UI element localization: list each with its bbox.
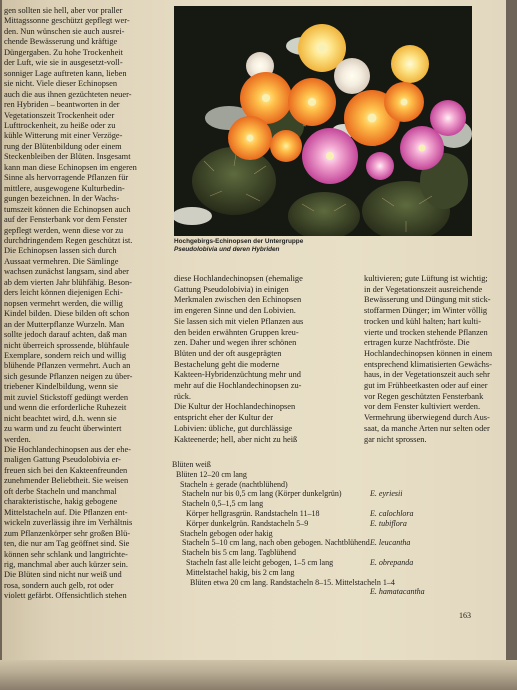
page-number: 163	[459, 611, 471, 620]
text-line: wachsen zunächst langsam, sind aber	[4, 267, 129, 277]
key-species: E. calochlora	[370, 508, 414, 518]
text-line: den. Nun wünschen sie auch ausrei-	[4, 26, 125, 36]
key-text: Stacheln ± gerade (nachtblühend)	[180, 479, 288, 489]
text-line: gungen bezeichnen. In der Wachs-	[4, 194, 120, 204]
text-line: auf der Fensterbank vor dem Fenster	[4, 215, 128, 225]
text-line: Kakteen-Hybridenzüchtung mehr und	[174, 370, 301, 380]
text-line: Exemplare, sondern reich und willig	[4, 350, 127, 360]
caption-line: Pseudolobivia und deren Hybriden	[174, 246, 280, 253]
key-text: Körper dunkelgrün. Randstacheln 5–9	[186, 518, 309, 528]
key-entry	[172, 480, 492, 490]
key-text: Mittelstachel hakig, bis 2 cm lang	[186, 567, 295, 577]
text-line: rosa, sondern auch gelb, rot oder	[4, 580, 114, 590]
text-line: zu warm und zu feucht überwintert	[4, 424, 122, 434]
text-line: freuen sich bei den Kakteenfreunden	[4, 465, 128, 475]
text-line: haus, in der Vegetationszeit auch sehr	[364, 370, 490, 380]
key-entry	[172, 519, 492, 529]
text-line: und wenn die erforderliche Ruhezeit	[4, 403, 127, 413]
key-text: Stacheln fast alle leicht gebogen, 1–5 cm lang	[186, 557, 334, 567]
text-line: ten, die nur am Tag geöffnet sind. Sie	[4, 539, 130, 549]
text-line: entsprechend klimatisierten Gewächs-	[364, 359, 492, 369]
text-line: rung der Blütenbildung oder einem	[4, 141, 122, 151]
key-text: Blüten 12–20 cm lang	[176, 469, 247, 479]
text-line: Mittagssonne geschützt gepflegt wer-	[4, 16, 130, 26]
text-line: chende Bewässerung und kräftige	[4, 37, 118, 47]
key-entry	[172, 529, 492, 539]
text-line: nicht überreich sprossende, blühfaule	[4, 340, 130, 350]
book-page	[2, 0, 506, 690]
text-line: entspricht eher der Kultur der	[174, 413, 274, 423]
text-line: nopsen vermehrt werden, die willig	[4, 298, 123, 308]
text-line: im engeren Sinne und den Lobivien.	[174, 306, 296, 316]
text-line: stoffarmen Dünger; im Winter völlig	[364, 306, 488, 316]
text-line: sonniger Lage auftreten kann, lieben	[4, 68, 127, 78]
key-species: E. hamatacantha	[370, 587, 425, 597]
text-line: mittlere, ausgewogene Kulturbedin-	[4, 183, 125, 193]
key-entry	[172, 489, 492, 499]
key-entry	[172, 509, 492, 519]
text-line: triebener Kindelbildung, wenn sie	[4, 382, 118, 392]
middle-text-column	[174, 274, 364, 445]
text-line: an der Mutterpflanze Wurzeln. Man	[4, 319, 125, 329]
text-line: Mittelstacheln auf. Die Pflanzen ent-	[4, 507, 128, 517]
text-line: Düngergaben. Zu hohe Trockenheit	[4, 47, 123, 57]
text-line: den beiden erwähnten Gruppen kreu-	[174, 327, 299, 337]
text-line: Merkmalen zwischen den Echinopsen	[174, 295, 302, 305]
text-line: Bestachelung geht die moderne	[174, 359, 280, 369]
text-line: charakteristische, hakig gebogene	[4, 497, 118, 507]
cactus-flowers-photo	[174, 6, 472, 236]
text-line: Blüten und der oft ausgeprägten	[174, 348, 282, 358]
text-line: Sie lassen sich mit vielen Pflanzen aus	[174, 316, 304, 326]
text-line: nicht beachtet wird, d.h. wenn sie	[4, 413, 117, 423]
text-line: Sinne als hervorragende Pflanzen für	[4, 173, 129, 183]
text-line: Hochlandechinopsen können in einem	[364, 348, 493, 358]
cactus-flowers-illustration	[174, 6, 472, 236]
key-species: E. leucantha	[370, 538, 411, 548]
text-line: ren Hybriden – beantworten in der	[4, 100, 120, 110]
text-line: zum Pflanzenkörper sehr großen Blü-	[4, 528, 131, 538]
text-line: oft derbe Stacheln und manchmal	[4, 486, 117, 496]
text-line: kultivieren; gute Lüftung ist wichtig;	[364, 274, 488, 283]
text-line: zunehmender Beliebtheit. Sie weisen	[4, 476, 129, 486]
text-line: vierte und trocken stehende Pflanzen	[364, 327, 488, 337]
text-line: Die Kultur der Hochlandechinopsen	[174, 402, 296, 412]
text-line: werden.	[4, 434, 31, 444]
text-line: violett gefärbt. Offensichtlich stehen	[4, 591, 127, 601]
key-entry	[172, 499, 492, 509]
text-line: Die Blüten sind nicht nur weiß und	[4, 570, 122, 580]
key-entry	[172, 587, 492, 597]
key-entry	[172, 558, 492, 568]
right-text-column	[364, 274, 499, 445]
key-entry	[172, 470, 492, 480]
key-species: E. obrepanda	[370, 557, 414, 567]
text-line: kühle Witterung mit einer Verzöge-	[4, 131, 123, 141]
text-line: rück.	[174, 391, 191, 401]
text-line: mehr auf die Hochlandechinopsen zu-	[174, 381, 302, 391]
text-line: rig, manchmal aber auch kürzer sein.	[4, 560, 128, 570]
text-line: auch die aus ihnen gezüchteten neuer-	[4, 89, 132, 99]
key-text: Stacheln gebogen oder hakig	[180, 528, 273, 538]
text-line: können sehr schlank und langtrichte-	[4, 549, 128, 559]
text-line: gen sollten sie hell, aber vor praller	[4, 6, 123, 15]
text-line: wickeln zuverlässig ihre im Verhältnis	[4, 518, 133, 528]
text-line: trocken und kühl halten; hart kulti-	[364, 316, 481, 326]
text-line: Kakteenerde; hell, aber nicht zu heiß	[174, 434, 298, 444]
text-line: maligen Gattung Pseudolobivia er-	[4, 455, 121, 465]
text-line: ertragen kurze Nachtfröste. Die	[364, 338, 470, 348]
key-text: Körper hellgrasgrün. Randstacheln 11–18	[186, 508, 320, 518]
text-line: sich gesunde Pflanzen neigen zu über-	[4, 371, 133, 381]
text-line: vor dem Fenster kultiviert werden.	[364, 402, 481, 412]
text-line: Vegetationszeit Trockenheit oder	[4, 110, 115, 120]
key-entry	[172, 538, 492, 548]
key-entry	[172, 568, 492, 578]
left-text-column	[4, 6, 164, 602]
key-text: Blüten weiß	[172, 460, 211, 469]
text-line: sie nicht. Viele dieser Echinopsen	[4, 79, 118, 89]
text-line: kann man diese Echinopsen im engeren	[4, 162, 137, 172]
text-line: ab dem vierten Jahr blühfähig. Beson-	[4, 277, 132, 287]
text-line: in der Vegetationszeit ausreichende	[364, 284, 483, 294]
text-line: Bewässerung und Düngung mit stick-	[364, 295, 491, 305]
text-line: mit zuviel Stickstoff gedüngt werden	[4, 392, 129, 402]
key-text: Stacheln 0,5–1,5 cm lang	[182, 499, 264, 509]
key-entry	[172, 578, 492, 588]
text-line: Aussaat vermehren. Die Sämlinge	[4, 256, 119, 266]
text-line: Lobivien: übliche, gut durchlässige	[174, 423, 293, 433]
key-entry	[172, 548, 492, 558]
text-line: Kindel bilden. Diese bilden oft schon	[4, 309, 130, 319]
text-line: gar nicht sprossen.	[364, 434, 427, 444]
text-line: durchdringendem Regen geschützt ist.	[4, 235, 133, 245]
text-line: Die Echinopsen lassen sich durch	[4, 246, 117, 256]
caption-line: Hochgebirgs-Echinopsen der Untergruppe	[174, 238, 304, 245]
text-line: der Luft, wie sie in ausgesetzt-voll-	[4, 58, 123, 68]
key-text: Stacheln bis 5 cm lang. Tagblühend	[182, 548, 296, 558]
text-line: Vermehrung überwiegend durch Aus-	[364, 413, 490, 423]
key-text: Blüten etwa 20 cm lang. Randstacheln 8–15. Mittelstacheln 1–4	[190, 577, 395, 587]
text-line: tumszeit können die Echinopsen auch	[4, 204, 131, 214]
text-line: Gattung Pseudolobivia) in einigen	[174, 284, 289, 294]
key-species: E. tubiflora	[370, 518, 407, 528]
text-line: gepflegt werden, wenn diese vor zu	[4, 225, 124, 235]
text-line: gut im Frühbeetkasten oder auf einer	[364, 381, 488, 391]
key-text: Stacheln 5–10 cm lang, nach oben gebogen. Nachtblühend	[182, 538, 370, 548]
key-entry	[172, 460, 492, 470]
book-edge-shadow	[0, 660, 517, 690]
text-line: sollte jedoch darauf achten, daß man	[4, 330, 127, 340]
text-line: zen. Daher und wegen ihrer schönen	[174, 338, 297, 348]
text-line: Die Hochlandechinopsen aus der ehe-	[4, 445, 131, 455]
text-line: ders leicht können diejenigen Echi-	[4, 288, 123, 298]
species-identification-key	[172, 460, 492, 597]
text-line: saat, da manche Arten nur selten oder	[364, 423, 490, 433]
text-line: Steckenbleiben der Blüten. Insgesamt	[4, 152, 131, 162]
key-species: E. eyriesii	[370, 489, 403, 499]
figure-caption	[174, 238, 374, 254]
key-text: Stacheln nur bis 0,5 cm lang (Körper dunkelgrün)	[182, 489, 342, 499]
text-line: blühende Pflanzen vermehrt. Auch an	[4, 361, 131, 371]
text-line: Lufttrockenheit, zu heiße oder zu	[4, 120, 116, 130]
text-line: diese Hochlandechinopsen (ehemalige	[174, 274, 303, 283]
text-line: vor Regen geschützten Fensterbank	[364, 391, 484, 401]
